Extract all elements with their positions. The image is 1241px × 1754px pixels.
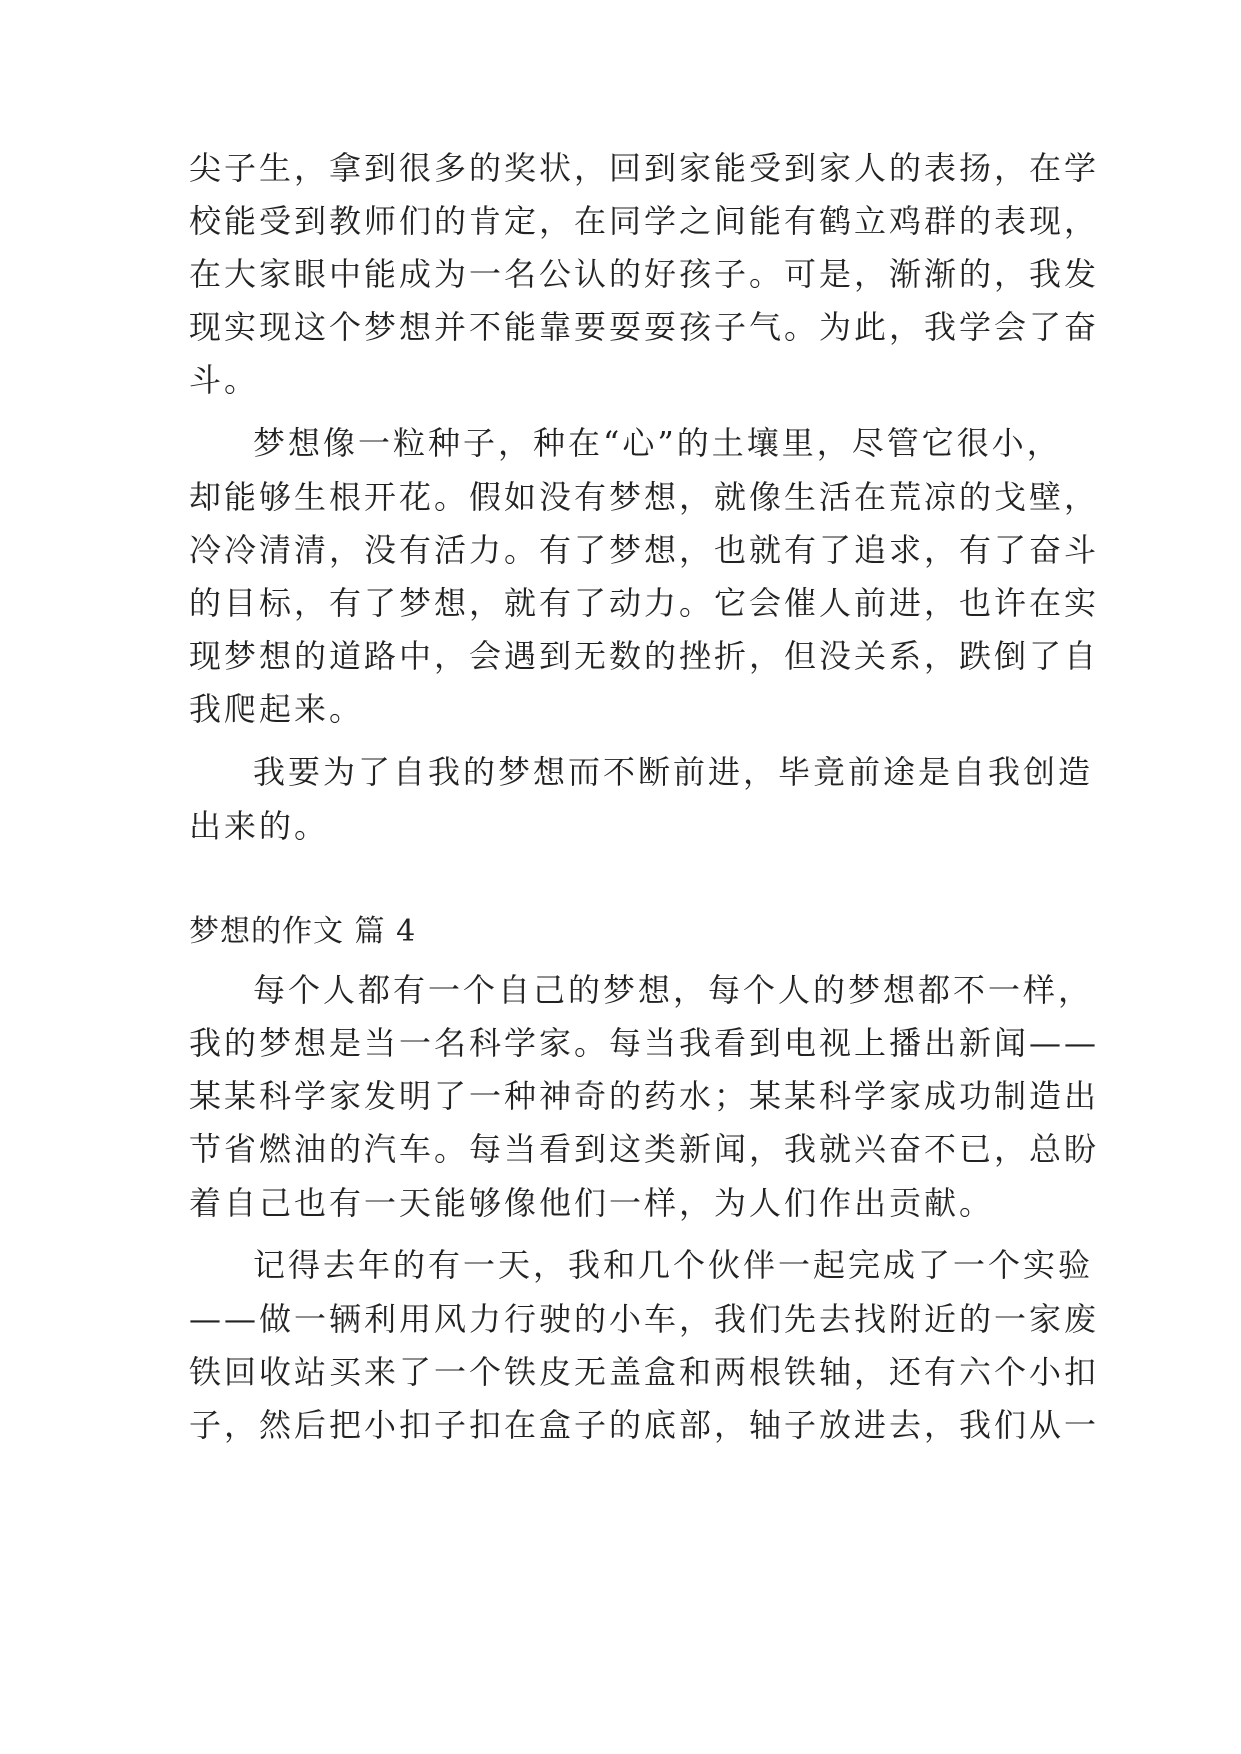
text-line: 铁回收站买来了一个铁皮无盖盒和两根铁轴，还有六个小扣 [189, 1353, 1100, 1391]
text-line: 的目标，有了梦想，就有了动力。它会催人前进，也许在实 [189, 584, 1100, 622]
text-line: 节省燃油的汽车。每当看到这类新闻，我就兴奋不已，总盼 [189, 1130, 1100, 1168]
text-line: 现梦想的道路中，会遇到无数的挫折，但没关系，跌倒了自 [189, 637, 1100, 675]
text-line: 冷冷清清，没有活力。有了梦想，也就有了追求，有了奋斗 [189, 531, 1100, 569]
text-line: 现实现这个梦想并不能靠要耍耍孩子气。为此，我学会了奋 [189, 308, 1100, 346]
text-line: 却能够生根开花。假如没有梦想，就像生活在荒凉的戈壁， [189, 478, 1100, 516]
text-line: 我的梦想是当一名科学家。每当我看到电视上播出新闻—— [189, 1024, 1100, 1062]
text-line: 某某科学家发明了一种神奇的药水；某某科学家成功制造出 [189, 1077, 1100, 1115]
text-line: 每个人都有一个自己的梦想，每个人的梦想都不一样， [253, 971, 1094, 1009]
text-line: 子，然后把小扣子扣在盒子的底部，轴子放进去，我们从一 [189, 1406, 1100, 1444]
text-line: 着自己也有一天能够像他们一样，为人们作出贡献。 [189, 1184, 995, 1222]
text-line: 出来的。 [189, 807, 330, 845]
text-line: 梦想像一粒种子，种在“心”的土壤里，尽管它很小， [253, 424, 1062, 462]
text-line: 在大家眼中能成为一名公认的好孩子。可是，渐渐的，我发 [189, 255, 1100, 293]
section-heading: 梦想的作文 篇 4 [189, 914, 417, 949]
text-line: ——做一辆利用风力行驶的小车，我们先去找附近的一家废 [189, 1300, 1100, 1338]
text-line: 尖子生，拿到很多的奖状，回到家能受到家人的表扬，在学 [189, 149, 1100, 187]
text-line: 我要为了自我的梦想而不断前进，毕竟前途是自我创造 [253, 753, 1094, 791]
text-line: 斗。 [189, 361, 260, 399]
text-line: 我爬起来。 [189, 690, 365, 728]
text-line: 记得去年的有一天，我和几个伙伴一起完成了一个实验 [253, 1246, 1094, 1284]
text-line: 校能受到教师们的肯定，在同学之间能有鹤立鸡群的表现， [189, 202, 1100, 240]
